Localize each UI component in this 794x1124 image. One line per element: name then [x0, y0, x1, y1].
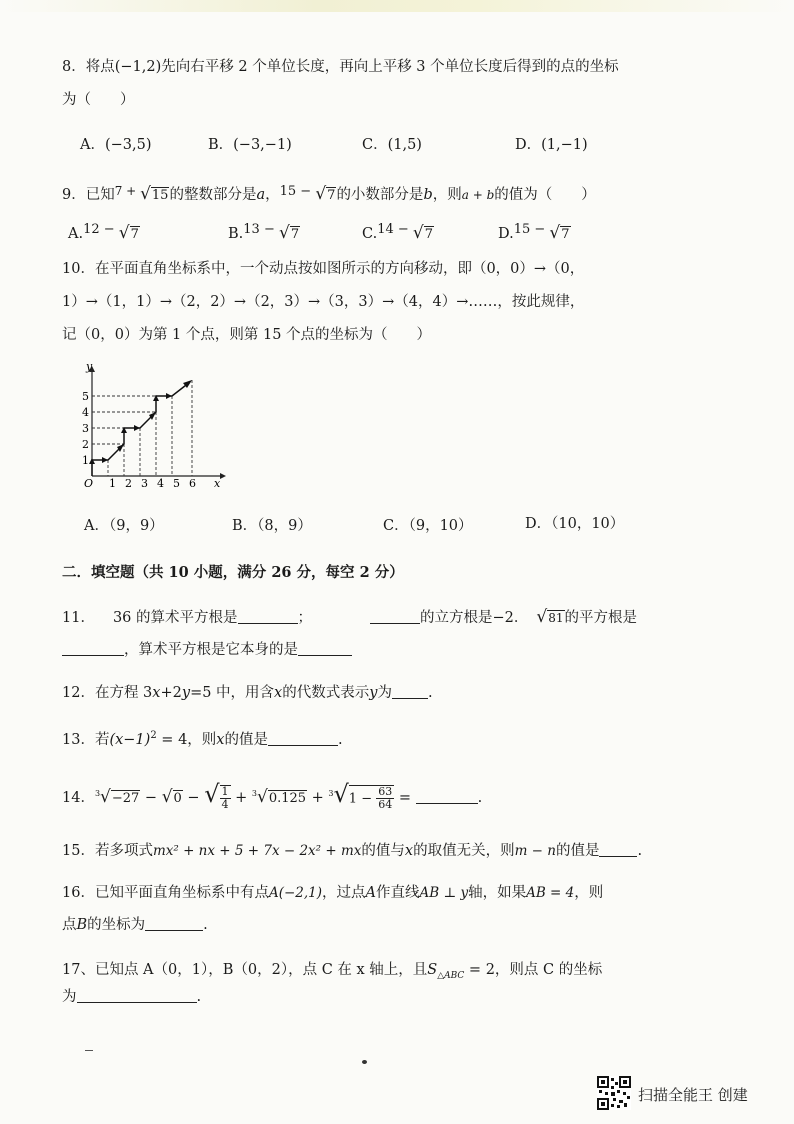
- q9-option-a-num: 12 −: [83, 222, 119, 237]
- q13-end: .: [337, 732, 343, 748]
- q17-text-c: 为: [62, 989, 77, 1005]
- q9-option-c: C.14 − √7: [362, 222, 434, 243]
- q15-blank[interactable]: [599, 842, 637, 857]
- q9-option-a-label: A.: [68, 226, 84, 242]
- q16-text-a: 16．已知平面直角坐标系中有点: [62, 885, 269, 901]
- q16-point-a: A(−2,1): [268, 885, 323, 901]
- q14-t1-index: 3: [94, 789, 101, 799]
- q9-option-b-num: 13 −: [243, 222, 279, 237]
- x-axis-arrow: [220, 473, 226, 479]
- q9-option-a-rad: 7: [130, 227, 139, 242]
- q9-var-b: b: [423, 187, 433, 203]
- q9-option-c-label: C.: [362, 226, 378, 242]
- q11-part1: 36 的算术平方根是: [112, 610, 238, 626]
- q15-line: [62, 839, 642, 860]
- q9-option-a: A.12 − √7: [68, 222, 139, 243]
- q11-line1: 11． 36 的算术平方根是 ； 的立方根是−2． √81的平方根是: [62, 607, 638, 627]
- q16-text-g: 的坐标为: [87, 917, 146, 933]
- q9-option-d-rad: 7: [561, 227, 570, 242]
- q8-option-d: D．(1,−1): [515, 137, 588, 153]
- q14-t4-index: 3: [251, 789, 257, 799]
- q14-t5-den: 64: [378, 798, 393, 811]
- q11-part4: ，算术平方根是它本身的是: [124, 642, 298, 658]
- origin-label: O: [84, 477, 94, 490]
- q9-prefix: 9．已知: [62, 187, 115, 203]
- q11-blank-1[interactable]: [238, 609, 298, 624]
- x-tick-6: 6: [189, 477, 196, 490]
- q12-x: x: [152, 685, 161, 701]
- q13-text-b: = 4，则: [156, 732, 217, 748]
- q8-option-c: C．(1,5): [362, 137, 422, 153]
- x-tick-2: 2: [125, 477, 132, 490]
- q10-line2: 1）→（1，1）→（2，2）→（2，3）→（3，3）→（4，4）→……，按此规律，: [62, 294, 585, 310]
- q17-blank[interactable]: [77, 988, 197, 1003]
- q9-expr1-a: 7 +: [114, 184, 141, 198]
- q15-text-c: 的取值无关，则: [413, 843, 515, 859]
- qr-code-icon: [597, 1076, 631, 1110]
- q17-s: S: [427, 962, 438, 978]
- q9-option-d: D.15 − √7: [498, 222, 570, 243]
- q16-line2: [62, 913, 208, 934]
- q16-blank[interactable]: [145, 916, 203, 931]
- q9-mid1: 的整数部分是: [169, 187, 257, 203]
- q14-blank[interactable]: [416, 789, 478, 804]
- q8-line1: 8．将点(−1,2)先向右平移 2 个单位长度，再向上平移 3 个单位长度后得到的点的坐标: [62, 59, 619, 75]
- q14-plus1: +: [230, 790, 252, 806]
- q9-stem: 9．已知$^{7 +}$ √15的整数部分是a，15 − √7的小数部分是b，则a + b的值为（ ）: [62, 184, 596, 204]
- q11-blank-2[interactable]: [370, 609, 420, 624]
- q9-option-b-label: B.: [228, 226, 244, 242]
- q12-text-d: 为: [377, 685, 392, 701]
- q17-line1: [62, 958, 602, 981]
- q14-minus2: −: [182, 790, 205, 806]
- q9-option-c-num: 14 −: [377, 222, 413, 237]
- q16-a: A: [365, 885, 377, 901]
- q9-option-d-num: 15 −: [513, 222, 550, 237]
- q11-num: 11．: [62, 610, 95, 626]
- q14-t5-a: 1 −: [348, 791, 377, 807]
- q11-blank-3[interactable]: [62, 641, 124, 656]
- q11-part2: 的立方根是−2．: [420, 610, 529, 626]
- scan-mark: [85, 1050, 93, 1051]
- q14-t5-frac: [376, 786, 394, 811]
- q14-t5-num: 63: [378, 785, 393, 798]
- q9-expr1-radicand: 15: [151, 188, 169, 203]
- q11-blank-4[interactable]: [298, 641, 352, 656]
- q8-line2: 为（ ）: [62, 92, 135, 108]
- q16-end: .: [203, 917, 208, 933]
- q16-b: B: [76, 917, 88, 933]
- q13-expr: (x−1): [109, 732, 151, 748]
- q12-blank[interactable]: [392, 684, 428, 699]
- scan-dot: [362, 1060, 367, 1064]
- x-tick-3: 3: [141, 477, 148, 490]
- q9-suffix: 的值为（ ）: [494, 187, 596, 203]
- q14-minus1: −: [140, 790, 162, 806]
- footer-watermark-text: 扫描全能王 创建: [638, 1086, 748, 1104]
- x-tick-5: 5: [173, 477, 180, 490]
- q10-option-b: B．（8，9）: [232, 518, 312, 534]
- q12-y: y: [181, 685, 191, 701]
- q17-line2: [62, 985, 201, 1006]
- movement-path: [92, 382, 190, 476]
- dashed-guides: [92, 380, 192, 476]
- q15-text-d: 的值是: [555, 843, 600, 859]
- q11-line2: [62, 638, 352, 659]
- q9-option-b-rad: 7: [290, 227, 300, 242]
- q10-option-c: C．（9，10）: [383, 518, 473, 534]
- q11-part3: 的平方根是: [564, 610, 638, 626]
- q16-text-d: 轴，如果: [468, 885, 527, 901]
- q12-line: [62, 681, 433, 702]
- q16-ab: AB = 4: [526, 885, 575, 901]
- q10-coordinate-graph: [78, 360, 228, 490]
- q9-option-b: B.13 − √7: [228, 222, 300, 243]
- q14-t3-num: 1: [221, 785, 229, 798]
- q10-line1: 10．在平面直角坐标系中，一个动点按如图所示的方向移动，即（0，0）→（0，: [62, 261, 585, 277]
- y-axis-label: y: [86, 360, 93, 373]
- q9-expr2-radicand: 7: [327, 188, 336, 203]
- q12-plus: +2: [160, 685, 182, 701]
- q9-var-a: a: [256, 187, 266, 203]
- q13-blank[interactable]: [268, 731, 338, 746]
- q14-eq: =: [394, 790, 416, 806]
- q9-mid2: 的小数部分是: [336, 187, 424, 203]
- x-tick-4: 4: [157, 477, 164, 490]
- q15-expr: m − n: [514, 843, 556, 859]
- q15-end: .: [637, 843, 643, 859]
- q10-option-a: A．（9，9）: [84, 518, 164, 534]
- q14-t1-radicand: −27: [111, 791, 140, 806]
- q15-text-a: 15．若多项式: [62, 843, 153, 859]
- q16-text-e: ，则: [574, 885, 604, 901]
- x-tick-1: 1: [109, 477, 116, 490]
- q16-perp: AB ⊥ y: [419, 885, 469, 901]
- q14-end: .: [477, 790, 483, 806]
- q8-option-b: B．(−3,−1): [208, 137, 292, 153]
- q12-text-c: 的代数式表示: [282, 685, 370, 701]
- q15-x: x: [404, 843, 414, 859]
- q16-text-c: 作直线: [376, 885, 420, 901]
- y-tick-5: 5: [82, 390, 89, 403]
- q14-num: 14．: [62, 790, 95, 806]
- q14-t5-radicand: [349, 785, 394, 811]
- top-scan-band: [0, 0, 794, 12]
- q13-line: [62, 728, 343, 749]
- q13-text-c: 的值是: [224, 732, 268, 748]
- q10-option-d: D．（10，10）: [525, 516, 625, 532]
- x-axis-label: x: [214, 477, 221, 490]
- q17-text-a: 17、已知点 A（0，1），B（0，2），点 C 在 x 轴上，且: [62, 962, 428, 978]
- q16-line1: [62, 881, 603, 902]
- q11-radicand: 81: [548, 611, 564, 625]
- q12-text-b: =5 中，用含: [190, 685, 275, 701]
- q12-text-a: 12．在方程 3: [62, 685, 153, 701]
- q13-x: x: [216, 732, 225, 748]
- q9-comma: ，: [265, 187, 280, 203]
- q14-t3-frac: [220, 785, 231, 811]
- q12-end: .: [427, 685, 433, 701]
- q17-text-b: = 2，则点 C 的坐标: [464, 962, 603, 978]
- q17-subscript: △ABC: [437, 970, 465, 981]
- q10-line3: 记（0，0）为第 1 个点，则第 15 个点的坐标为（ ）: [62, 327, 432, 343]
- q13-text-a: 13．若: [62, 732, 110, 748]
- q14-line: 14．$^3$√−27 − √0 − √ $\frac{1}{4}$ + $^3$√0.125 + $^3$√1 − $\frac{63}{64}$ = .: [62, 780, 483, 811]
- q12-x2: x: [274, 685, 283, 701]
- q15-text-b: 的值与: [361, 843, 405, 859]
- q14-t2-radicand: 0: [173, 791, 182, 806]
- q14-plus2: +: [307, 790, 329, 806]
- q11-sep: ；: [297, 610, 313, 626]
- q14-t3-den: 4: [221, 798, 229, 811]
- q12-y2: y: [369, 685, 378, 701]
- q14-t5-index: 3: [328, 789, 334, 799]
- y-tick-3: 3: [82, 422, 89, 435]
- q17-end: .: [196, 989, 202, 1005]
- q15-polynomial: mx² + nx + 5 + 7x − 2x² + mx: [152, 843, 362, 859]
- q8-option-a: A．(−3,5): [80, 137, 152, 153]
- q9-expr2-a: 15 −: [279, 184, 316, 199]
- q16-text-b: ，过点: [322, 885, 366, 901]
- y-tick-2: 2: [82, 438, 89, 451]
- section2-title: 二．填空题（共 10 小题，满分 26 分，每空 2 分）: [62, 564, 404, 581]
- q9-expr-ab: a + b: [461, 188, 495, 202]
- q9-option-d-label: D.: [498, 226, 514, 242]
- q9-option-c-rad: 7: [424, 227, 434, 242]
- q9-mid3: ，则: [432, 187, 462, 203]
- q14-t4-radicand: 0.125: [268, 791, 307, 806]
- y-tick-4: 4: [82, 406, 89, 419]
- q13-exponent: 2: [150, 730, 157, 742]
- q16-text-f: 点: [62, 917, 77, 933]
- y-tick-1: 1: [82, 454, 89, 467]
